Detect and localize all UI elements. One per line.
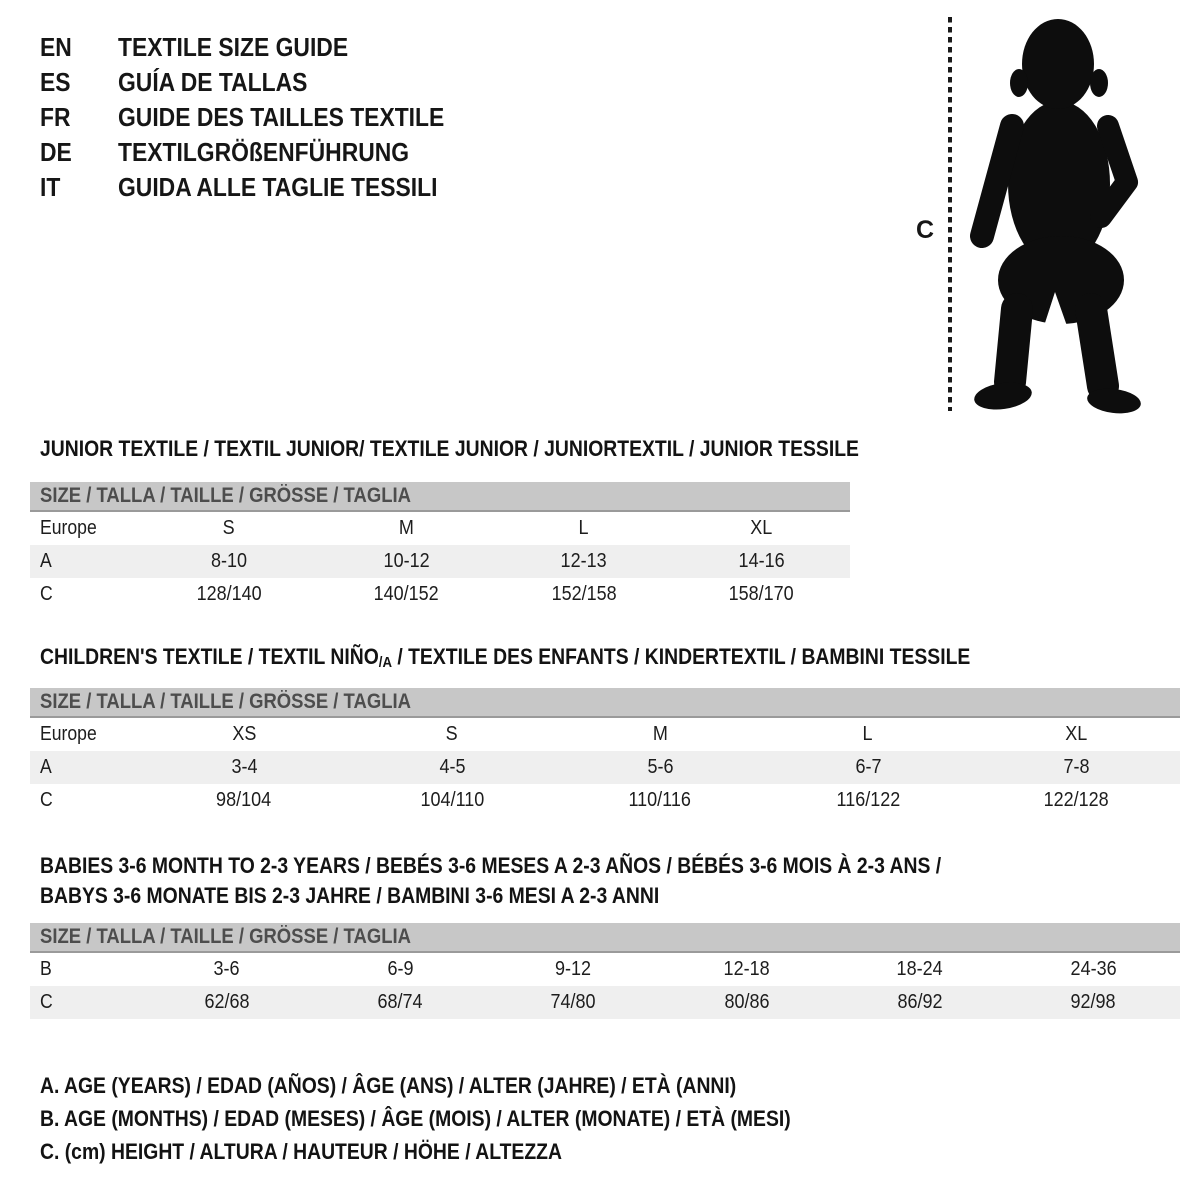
children-col-l: L [862, 723, 874, 745]
height-value: 152/158 [551, 583, 617, 605]
lang-code: FR [40, 102, 71, 132]
legend-line-a [40, 1069, 893, 1102]
height-value: 98/104 [216, 789, 272, 811]
height-value: 110/116 [628, 789, 692, 811]
lang-code: EN [40, 32, 72, 62]
months-value: 24-36 [1070, 958, 1117, 980]
junior-section-title-text: JUNIOR TEXTILE / TEXTIL JUNIOR/ TEXTILE JUNIOR / JUNIORTEXTIL / JUNIOR TESSILE [40, 436, 859, 461]
row-label: C [40, 991, 53, 1013]
legend-line-c [40, 1135, 893, 1168]
age-value: 3-4 [230, 756, 258, 778]
toddler-silhouette-figure [940, 12, 1155, 414]
legend-line-b [40, 1102, 893, 1135]
height-value: 80/86 [724, 991, 770, 1013]
height-value: 62/68 [204, 991, 250, 1013]
babies-size-bar-text: SIZE / TALLA / TAILLE / GRÖSSE / TAGLIA [40, 925, 411, 948]
children-size-bar [30, 688, 1180, 718]
children-col-s: S [445, 723, 459, 745]
lang-title: GUIDA ALLE TAGLIE TESSILI [118, 172, 438, 202]
age-value: 4-5 [438, 756, 466, 778]
lang-code: ES [40, 67, 71, 97]
height-value: 92/98 [1070, 991, 1116, 1013]
lang-row-it [40, 170, 489, 205]
junior-size-bar [30, 482, 850, 512]
height-value: 74/80 [550, 991, 596, 1013]
lang-code: DE [40, 137, 72, 167]
language-title-block [40, 30, 489, 205]
row-label: A [40, 550, 52, 572]
lang-title: GUIDE DES TAILLES TEXTILE [118, 102, 445, 132]
age-value: 8-10 [210, 550, 247, 572]
age-value: 12-13 [560, 550, 607, 572]
months-value: 3-6 [213, 958, 240, 980]
row-label: C [40, 583, 53, 605]
height-value: 104/110 [420, 789, 484, 811]
children-section-title-text [40, 642, 970, 678]
children-row-age [30, 751, 1180, 784]
lang-row-en [40, 30, 489, 65]
children-region-label: Europe [40, 723, 97, 745]
junior-row-height [30, 578, 850, 611]
months-value: 12-18 [723, 958, 770, 980]
junior-size-table [30, 482, 850, 611]
children-col-m: M [652, 723, 668, 745]
legend-line-c-text: C. (cm) HEIGHT / ALTURA / HAUTEUR / HÖHE / ALTEZZA [40, 1138, 562, 1164]
children-col-xs: XS [231, 723, 257, 745]
lang-title: GUÍA DE TALLAS [118, 67, 308, 97]
measurement-legend [40, 1069, 893, 1168]
children-title-sub: /A [378, 654, 392, 671]
children-row-height [30, 784, 1180, 817]
children-col-xl: XL [1064, 723, 1088, 745]
babies-title-line2: BABYS 3-6 MONATE BIS 2-3 JAHRE / BAMBINI 3-6 MESI A 2-3 ANNI [40, 883, 660, 908]
babies-section-title [40, 851, 1064, 911]
lang-row-de [40, 135, 489, 170]
legend-line-a-text: A. AGE (YEARS) / EDAD (AÑOS) / ÂGE (ANS) / ALTER (JAHRE) / ETÀ (ANNI) [40, 1072, 737, 1098]
children-size-bar-text: SIZE / TALLA / TAILLE / GRÖSSE / TAGLIA [40, 690, 411, 713]
height-value: 116/122 [836, 789, 900, 811]
children-title-pre: CHILDREN'S TEXTILE / TEXTIL NIÑO [40, 644, 379, 669]
lang-row-es [40, 65, 489, 100]
children-title-post: / TEXTILE DES ENFANTS / KINDERTEXTIL / BAMBINI TESSILE [391, 644, 971, 669]
height-measure-label: C [916, 216, 935, 244]
babies-size-table [30, 923, 1180, 1019]
height-value: 86/92 [897, 991, 943, 1013]
junior-columns-row [30, 512, 850, 545]
junior-col-xl: XL [750, 517, 773, 539]
lang-code: IT [40, 172, 61, 202]
height-value: 68/74 [377, 991, 423, 1013]
toddler-silhouette [972, 19, 1142, 414]
row-label: B [40, 958, 52, 980]
age-value: 5-6 [646, 756, 674, 778]
junior-row-age [30, 545, 850, 578]
lang-title: TEXTILGRÖßENFÜHRUNG [118, 137, 410, 167]
junior-col-s: S [222, 517, 235, 539]
junior-col-m: M [398, 517, 414, 539]
age-value: 6-7 [854, 756, 882, 778]
lang-row-fr [40, 100, 489, 135]
babies-row-height [30, 986, 1180, 1019]
row-label: A [40, 756, 52, 778]
row-label: C [40, 789, 53, 811]
age-value: 10-12 [383, 550, 430, 572]
junior-section-title [40, 434, 971, 464]
months-value: 6-9 [386, 958, 413, 980]
age-value: 14-16 [738, 550, 785, 572]
height-value: 128/140 [196, 583, 262, 605]
months-value: 9-12 [555, 958, 592, 980]
junior-region-label: Europe [40, 517, 97, 539]
age-value: 7-8 [1062, 756, 1090, 778]
height-value: 140/152 [373, 583, 439, 605]
children-size-table [30, 688, 1180, 817]
children-columns-row [30, 718, 1180, 751]
legend-line-b-text: B. AGE (MONTHS) / EDAD (MESES) / ÂGE (MOIS) / ALTER (MONATE) / ETÀ (MESI) [40, 1105, 791, 1131]
babies-title-line1: BABIES 3-6 MONTH TO 2-3 YEARS / BEBÉS 3-6 MESES A 2-3 AÑOS / BÉBÉS 3-6 MOIS À 2-3 ANS / [40, 853, 942, 878]
height-value: 122/128 [1043, 789, 1109, 811]
months-value: 18-24 [896, 958, 944, 980]
babies-row-months [30, 953, 1180, 986]
children-section-title [40, 642, 1097, 678]
babies-size-bar [30, 923, 1180, 953]
height-value: 158/170 [728, 583, 794, 605]
lang-title: TEXTILE SIZE GUIDE [118, 32, 349, 62]
junior-size-bar-text: SIZE / TALLA / TAILLE / GRÖSSE / TAGLIA [40, 484, 411, 507]
junior-col-l: L [578, 517, 589, 539]
